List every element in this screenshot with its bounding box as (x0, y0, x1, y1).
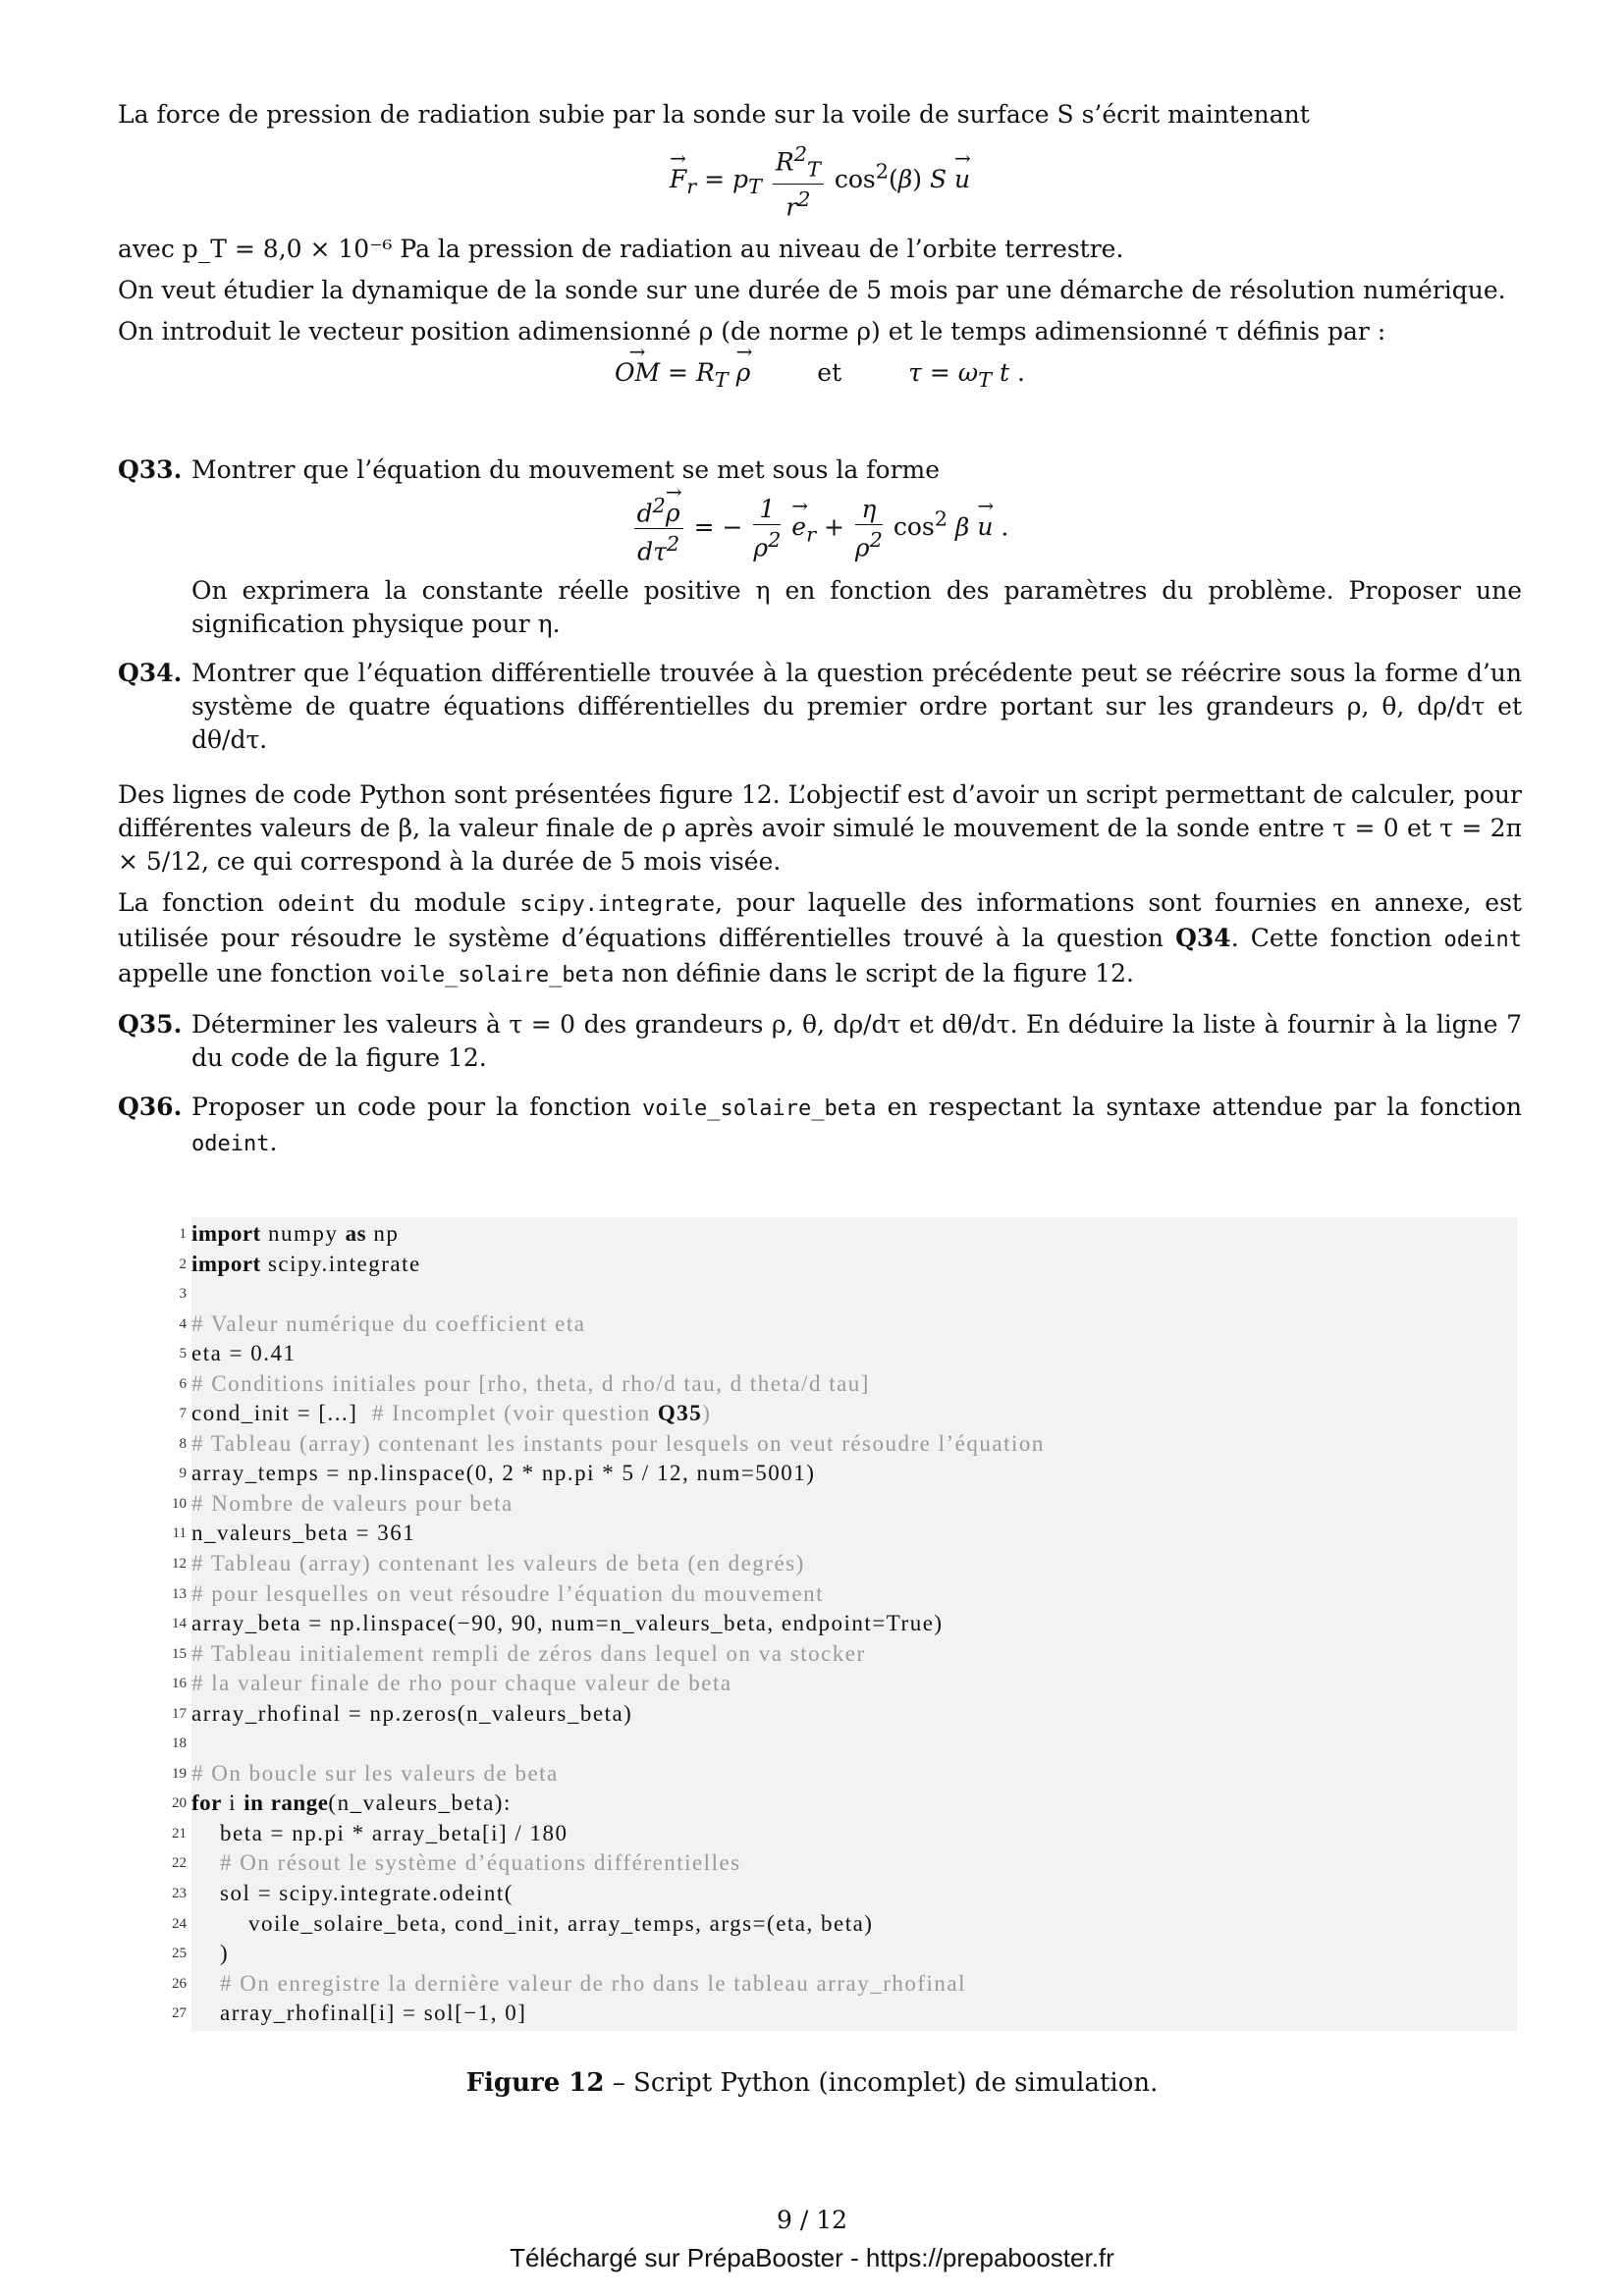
code-line (179, 1250, 1517, 1280)
code-line-number: 20 (172, 1795, 187, 1812)
question-36 (118, 1091, 1522, 1161)
code-line-text: array_rhofinal = np.zeros(n_valeurs_beta) (191, 1700, 633, 1726)
mid-paragraph-2: La fonction odeint du module scipy.integrate, pour laquelle des informations sont fournies en annexe, est utilisée pour résoudre le système d’équations différentielles trouvé à la question Q34. Cette fonction odeint appelle une fonction voile_solaire_beta non définie dans le script de la figure 12. (118, 888, 1522, 988)
question-34 (118, 657, 1522, 757)
code-line-text: import numpy as np (191, 1221, 400, 1246)
code-line-number: 19 (172, 1765, 187, 1782)
code-line-text: cond_init = [...] # Incomplet (voir question Q35) (191, 1401, 712, 1426)
question-36-text: Proposer un code pour la fonction voile_solaire_beta en respectant la syntaxe attendue par la fonction odeint. (191, 1093, 1522, 1157)
code-line-text: array_rhofinal[i] = sol[−1, 0] (191, 2001, 527, 2026)
code-line-text: ) (191, 1941, 230, 1966)
code-line-number: 18 (172, 1735, 187, 1752)
code-line-number: 17 (172, 1705, 187, 1722)
page-number: 9 / 12 (776, 2206, 848, 2234)
code-line (179, 1369, 1517, 1400)
code-line (172, 1999, 1517, 2029)
figure-caption: Figure 12 – Script Python (incomplet) de simulation. (465, 2068, 1159, 2098)
code-line-number: 7 (179, 1406, 187, 1422)
question-33 (118, 454, 1522, 642)
code-line (179, 1279, 1517, 1309)
code-line-text: eta = 0.41 (191, 1341, 297, 1366)
code-line-number: 14 (172, 1616, 187, 1632)
question-33-text-1: Montrer que l’équation du mouvement se met sous la forme (191, 454, 941, 484)
code-line-text: # Conditions initiales pour [rho, theta, d rho/d tau, d theta/d tau] (191, 1370, 870, 1396)
question-33-label: Q33. (118, 454, 183, 484)
code-line-text: beta = np.pi * array_beta[i] / 180 (191, 1820, 568, 1845)
code-line (172, 1909, 1517, 1940)
code-line-text: array_temps = np.linspace(0, 2 * np.pi * 5 / 12, num=5001) (191, 1461, 816, 1486)
code-line-text: array_beta = np.linspace(−90, 90, num=n_valeurs_beta, endpoint=True) (191, 1611, 944, 1636)
code-line (179, 1459, 1517, 1489)
question-34-text: Montrer que l’équation différentielle trouvée à la question précédente peut se réécrire sous la forme d’un système de quatre équations différentielles du premier ordre portant sur les grandeurs ρ, θ, dρ/dτ et dθ/dτ. (191, 659, 1522, 755)
code-line (172, 1639, 1517, 1670)
code-line-text: sol = scipy.integrate.odeint( (191, 1881, 514, 1906)
code-line (172, 1489, 1517, 1520)
code-line (172, 1549, 1517, 1579)
code-line (172, 1759, 1517, 1789)
code-line-text: # On résout le système d’équations différentielles (191, 1850, 741, 1876)
question-35-text: Déterminer les valeurs à τ = 0 des grandeurs ρ, θ, dρ/dτ et dθ/dτ. En déduire la liste à fournir à la ligne 7 du code de la figure 12. (191, 1010, 1522, 1073)
code-line-number: 8 (179, 1435, 187, 1452)
code-line-text: voile_solaire_beta, cond_init, array_temps, args=(eta, beta) (191, 1910, 874, 1936)
code-line (179, 1399, 1517, 1429)
intro-paragraph-3: On veut étudier la dynamique de la sonde sur une durée de 5 mois par une démarche de résolution numérique. (118, 275, 1506, 304)
code-line (172, 1579, 1517, 1610)
code-line-number: 27 (172, 2005, 187, 2022)
code-line-text: for i in range(n_valeurs_beta): (191, 1790, 512, 1816)
code-line-text: # On boucle sur les valeurs de beta (191, 1760, 559, 1786)
code-line-number: 16 (172, 1676, 187, 1692)
equation-motion: $\frac{d^2\to \rho}{d\tau^2}$ = − $\frac{1}{\rho^2}$ → $e_r$ + $\frac{\eta}{\rho^2}$ $\cos^2 \beta \to u$ . (118, 491, 1522, 567)
intro-paragraph-4: On introduit le vecteur position adimensionné ρ (de norme ρ) et le temps adimensionné τ définis par : (118, 316, 1386, 346)
code-line (179, 1429, 1517, 1460)
code-line-number: 24 (172, 1915, 187, 1932)
code-line (172, 1969, 1517, 2000)
code-line-text: # Nombre de valeurs pour beta (191, 1490, 514, 1516)
code-line-text: n_valeurs_beta = 361 (191, 1521, 416, 1546)
python-code-listing (172, 1217, 1517, 2031)
code-line (172, 1879, 1517, 1909)
code-line-number: 15 (172, 1645, 187, 1662)
code-line (172, 1669, 1517, 1699)
code-line (172, 1939, 1517, 1969)
code-line-number: 23 (172, 1886, 187, 1902)
code-line-number: 5 (179, 1346, 187, 1362)
code-line-number: 22 (172, 1855, 187, 1872)
equation-adimensional: → OM = $R_T \to \rho$ et $\tau = \omega_T$ t . (118, 356, 1522, 397)
question-35 (118, 1008, 1522, 1075)
download-footer: Téléchargé sur PrépaBooster - https://prepabooster.fr (510, 2243, 1114, 2272)
code-line (172, 1848, 1517, 1879)
code-line (172, 1699, 1517, 1730)
code-line-text: # Tableau (array) contenant les valeurs de beta (en degrés) (191, 1551, 805, 1576)
code-line-text: # Tableau (array) contenant les instants pour lesquels on veut résoudre l’équation (191, 1430, 1045, 1456)
code-line (179, 1339, 1517, 1369)
code-line-number: 9 (179, 1466, 187, 1482)
code-line (172, 1519, 1517, 1549)
code-line (179, 1309, 1517, 1340)
code-line-text: # On enregistre la dernière valeur de rho dans le tableau array_rhofinal (191, 1970, 967, 1996)
code-line-number: 25 (172, 1946, 187, 1962)
question-33-text-2: On exprimera la constante réelle positive η en fonction des paramètres du problème. Proposer une signification physique pour η. (191, 576, 1522, 639)
code-line-number: 4 (179, 1315, 187, 1332)
intro-paragraph-1: La force de pression de radiation subie par la sonde sur la voile de surface S s’écrit maintenant (118, 100, 1310, 129)
code-line (172, 1789, 1517, 1819)
equation-et: et (817, 357, 842, 387)
code-line (172, 1819, 1517, 1849)
question-36-label: Q36. (118, 1093, 183, 1122)
question-34-label: Q34. (118, 659, 183, 688)
code-line-number: 3 (179, 1286, 187, 1303)
code-line-text: # pour lesquelles on veut résoudre l’équation du mouvement (191, 1580, 824, 1606)
code-line-number: 13 (172, 1585, 187, 1602)
document-body (118, 98, 1522, 1169)
intro-paragraph-2: avec p_T = 8,0 × 10⁻⁶ Pa la pression de radiation au niveau de l’orbite terrestre. (118, 234, 1124, 263)
question-35-label: Q35. (118, 1010, 183, 1040)
code-line-number: 10 (172, 1495, 187, 1512)
code-line (172, 1729, 1517, 1759)
code-line (179, 1219, 1517, 1250)
code-line-text: # Valeur numérique du coefficient eta (191, 1310, 586, 1336)
equation-radiation-force: → $F_r = p_T$ $\frac{R^2_T}{r^2}$ $\cos^2(\beta) S \to u$ (118, 139, 1522, 223)
code-line-number: 11 (172, 1525, 187, 1542)
code-line-text: import scipy.integrate (191, 1251, 421, 1276)
code-line-number: 21 (172, 1825, 187, 1842)
code-line-number: 26 (172, 1975, 187, 1992)
code-line-text: # Tableau initialement rempli de zéros dans lequel on va stocker (191, 1640, 866, 1666)
code-line-number: 6 (179, 1375, 187, 1392)
mid-paragraph-1: Des lignes de code Python sont présentées figure 12. L’objectif est d’avoir un script permettant de calculer, pour différentes valeurs de β, la valeur finale de ρ après avoir simulé le mouvement de la sonde entre τ = 0 et τ = 2π × 5/12, ce qui correspond à la durée de 5 mois visée. (118, 780, 1522, 877)
code-line-text: # la valeur finale de rho pour chaque valeur de beta (191, 1671, 732, 1696)
code-line-number: 2 (179, 1255, 187, 1272)
code-line-number: 12 (172, 1556, 187, 1573)
code-line (172, 1609, 1517, 1639)
code-line-number: 1 (179, 1226, 187, 1242)
